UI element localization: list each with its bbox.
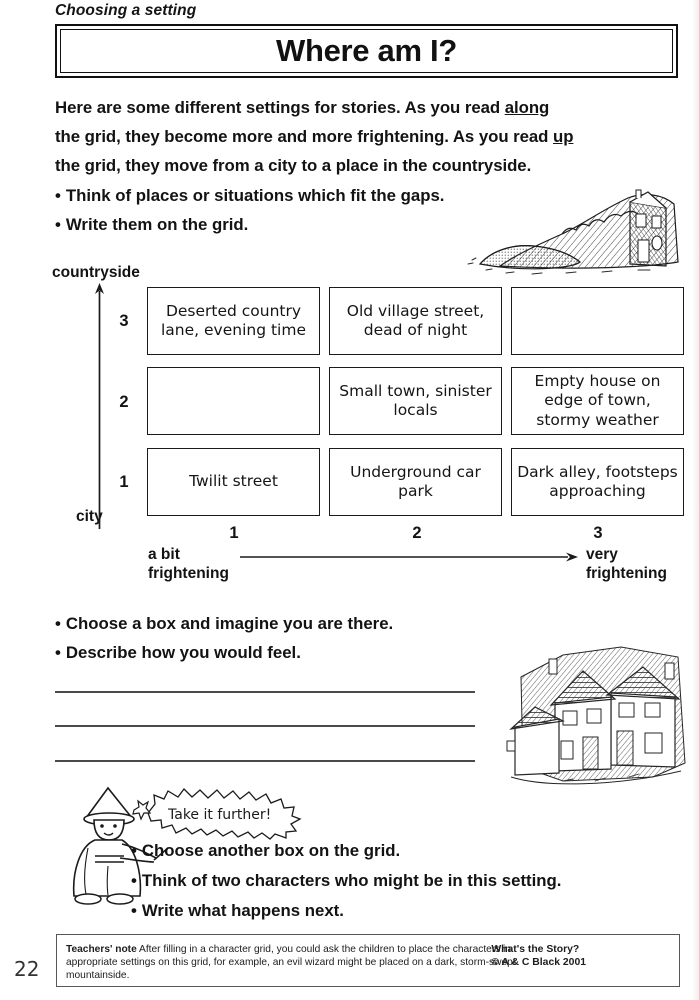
top-instruction-list [55,181,485,239]
tif-bullet-2: Think of two characters who might be in this setting. [141,871,562,890]
paper-edge [692,0,699,1000]
grid-cell-r1c3[interactable]: Dark alley, footsteps approaching [511,448,684,516]
scale-label-left [148,545,229,583]
grid-cell-r2c3[interactable]: Empty house on edge of town, stormy weather [511,367,684,435]
writing-line-1[interactable] [55,691,475,693]
bullet-icon: • [131,901,137,920]
intro-line2-a: the grid, they become more and more frightening. As you read [55,127,553,146]
scale-left-line1: a bit [148,546,180,563]
grid-cell-r3c1[interactable]: Deserted country lane, evening time [147,287,320,355]
credit-copyright: © A & C Black 2001 [491,957,586,969]
title-box [55,24,678,78]
row-number-2: 2 [119,393,129,411]
starburst-speech-bubble [128,786,313,840]
grid-cell-r1c2[interactable]: Underground car park [329,448,502,516]
bullet-icon: • [131,841,137,860]
intro-emphasis-up: up [553,127,574,146]
row-number-3: 3 [119,312,129,330]
x-axis-arrow [240,549,578,565]
top-bullet-1: Think of places or situations which fit the gaps. [65,186,445,205]
village-cottages-illustration [503,645,693,797]
scale-right-line1: very [586,546,618,563]
intro-line3: the grid, they move from a city to a place in the countryside. [55,156,532,175]
list-item [131,896,681,926]
take-it-further-list [131,836,681,926]
list-item [55,609,505,638]
list-item [131,866,681,896]
y-axis-top-label: countryside [52,264,140,281]
publisher-credit [491,943,586,970]
scale-label-right [586,545,667,583]
intro-paragraph [55,93,679,180]
y-axis-bottom-label: city [76,508,103,525]
teachers-note [66,943,528,983]
page-kicker: Choosing a setting [55,2,197,19]
intro-emphasis-along: along [504,98,550,117]
bullet-icon: • [55,643,61,662]
scale-left-line2: frightening [148,565,229,582]
title-box-inner [60,29,673,73]
tif-bullet-1: Choose another box on the grid. [141,841,401,860]
mid-bullet-2: Describe how you would feel. [65,643,301,662]
page-number: 22 [14,957,40,981]
list-item [55,210,485,239]
list-item [131,836,681,866]
top-bullet-2: Write them on the grid. [65,215,249,234]
writing-line-3[interactable] [55,760,475,762]
list-item [55,181,485,210]
tif-bullet-3: Write what happens next. [141,901,344,920]
grid-cell-r3c3[interactable] [511,287,684,355]
bullet-icon: • [55,186,61,205]
grid-cell-r2c2[interactable]: Small town, sinister locals [329,367,502,435]
column-number-2: 2 [412,524,422,542]
teachers-note-label: Teachers' note [66,944,137,955]
mountain-cottage-illustration [462,188,687,280]
column-number-1: 1 [229,524,239,542]
page-title: Where am I? [275,32,458,68]
scale-right-line2: frightening [586,565,667,582]
teachers-note-box [56,934,680,987]
column-number-3: 3 [593,524,603,542]
grid-cell-r2c1[interactable] [147,367,320,435]
list-item [55,638,505,667]
row-number-1: 1 [119,473,129,491]
teachers-note-text: After filling in a character grid, you could ask the children to place the characters in appropriate settings on this grid, for example, an evil wizard might be placed on a dark, storm-swept mountainside. [66,944,516,982]
y-axis-arrow [93,283,106,529]
writing-line-2[interactable] [55,725,475,727]
mid-bullet-1: Choose a box and imagine you are there. [65,614,394,633]
bubble-text: Take it further! [168,807,272,823]
credit-title: What's the Story? [491,944,580,955]
grid-cell-r3c2[interactable]: Old village street, dead of night [329,287,502,355]
bullet-icon: • [55,614,61,633]
mid-instruction-list [55,609,505,667]
grid-cell-r1c1[interactable]: Twilit street [147,448,320,516]
bullet-icon: • [55,215,61,234]
intro-line1-a: Here are some different settings for stories. As you read [55,98,505,117]
bullet-icon: • [131,871,137,890]
